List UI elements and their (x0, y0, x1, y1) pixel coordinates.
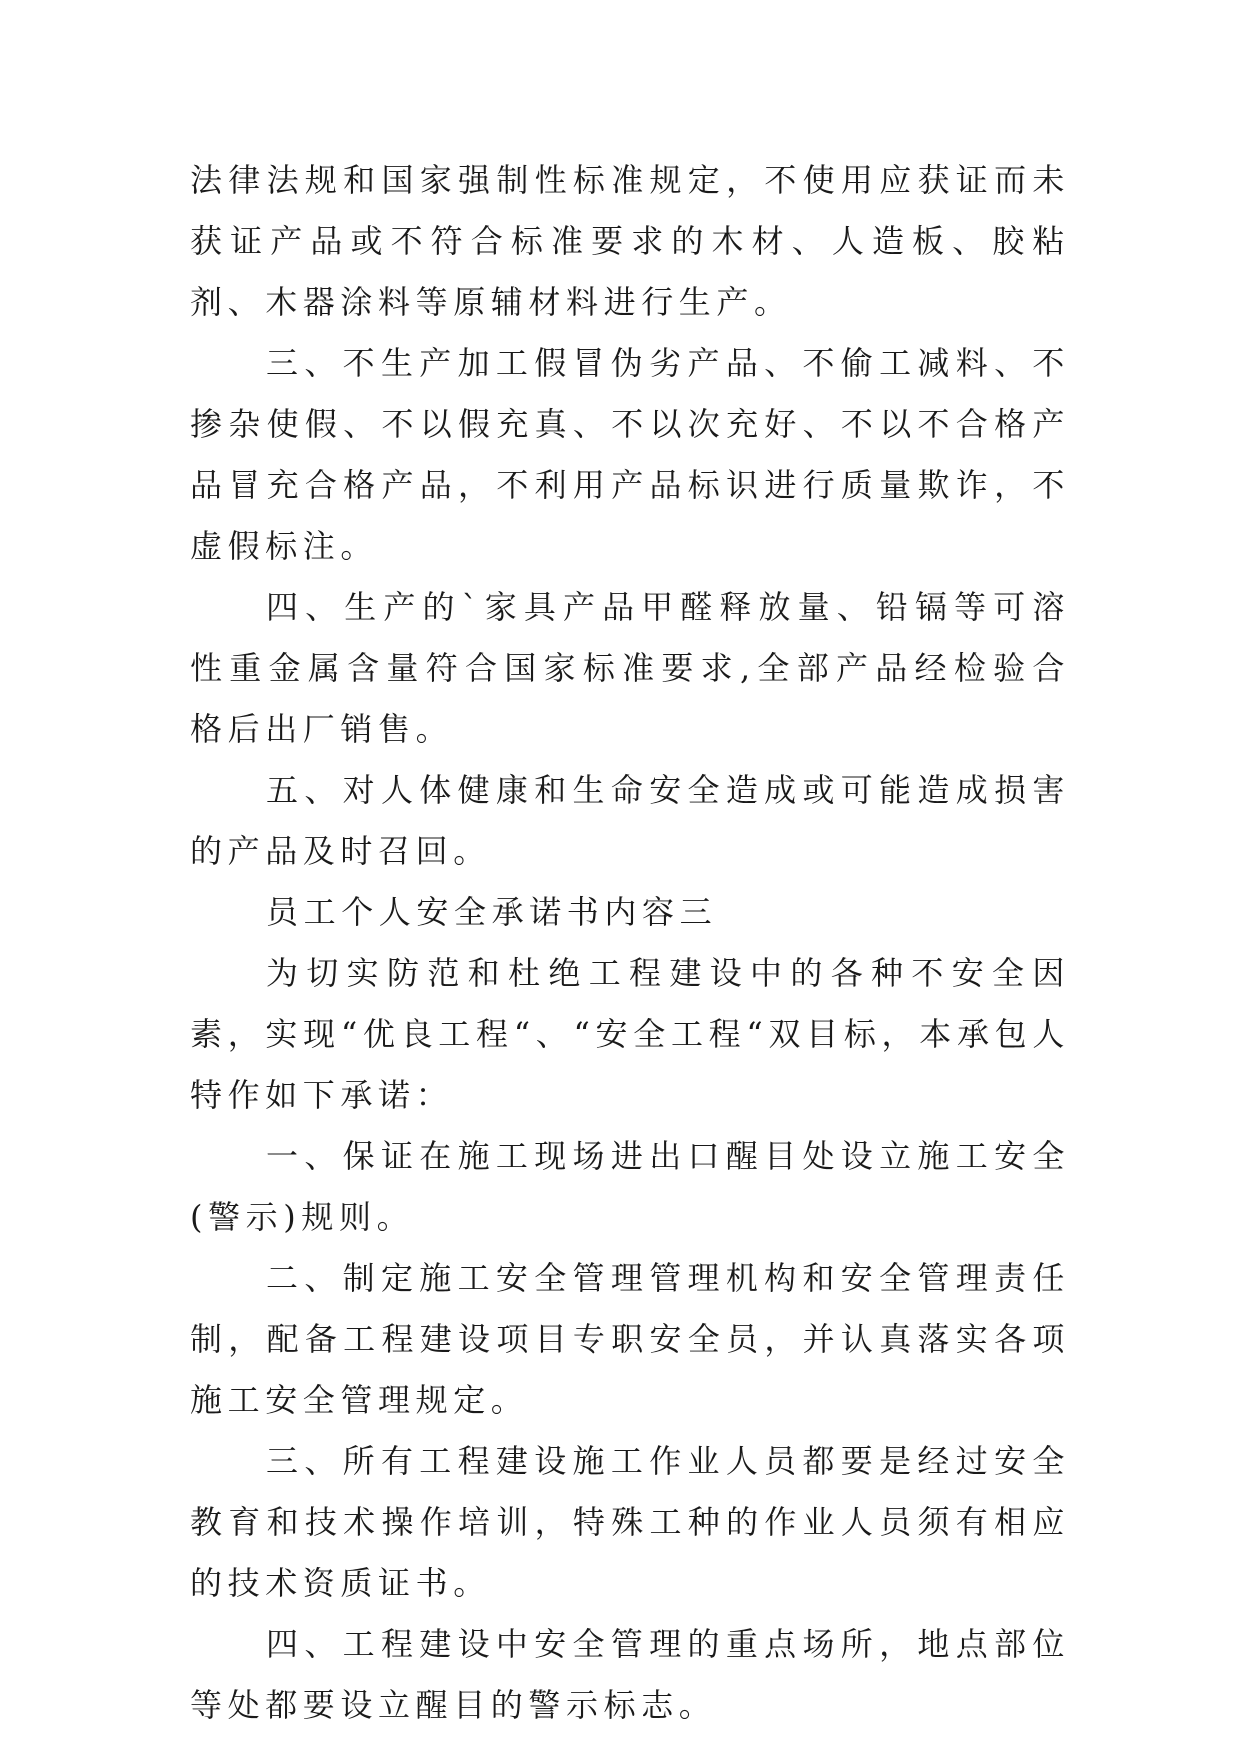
paragraph-item-3: 三、所有工程建设施工作业人员都要是经过安全教育和技术操作培训，特殊工种的作业人员须有相应的技术资质证书。 (190, 1442, 1070, 1602)
paragraph-item-4: 四、工程建设中安全管理的重点场所，地点部位等处都要设立醒目的警示标志。 (190, 1625, 1070, 1724)
paragraph-clause-4: 四、生产的`家具产品甲醛释放量、铅镉等可溶性重金属含量符合国家标准要求,全部产品经检验合格后出厂销售。 (190, 588, 1070, 748)
paragraph-clause-3: 三、不生产加工假冒伪劣产品、不偷工减料、不掺杂使假、不以假充真、不以次充好、不以不合格产品冒充合格产品，不利用产品标识进行质量欺诈，不虚假标注。 (190, 344, 1070, 565)
paragraph-item-1: 一、保证在施工现场进出口醒目处设立施工安全(警示)规则。 (190, 1137, 1070, 1236)
paragraph-item-2: 二、制定施工安全管理管理机构和安全管理责任制，配备工程建设项目专职安全员，并认真落实各项施工安全管理规定。 (190, 1259, 1070, 1419)
document-body (190, 150, 1070, 1736)
paragraph-continuation: 法律法规和国家强制性标准规定，不使用应获证而未获证产品或不符合标准要求的木材、人造板、胶粘剂、木器涂料等原辅材料进行生产。 (190, 161, 1070, 321)
section-heading: 员工个人安全承诺书内容三 (266, 893, 718, 931)
paragraph-intro: 为切实防范和杜绝工程建设中的各种不安全因素，实现“优良工程“、“安全工程“双目标，本承包人特作如下承诺： (190, 954, 1070, 1114)
paragraph-clause-5: 五、对人体健康和生命安全造成或可能造成损害的产品及时召回。 (190, 771, 1070, 870)
